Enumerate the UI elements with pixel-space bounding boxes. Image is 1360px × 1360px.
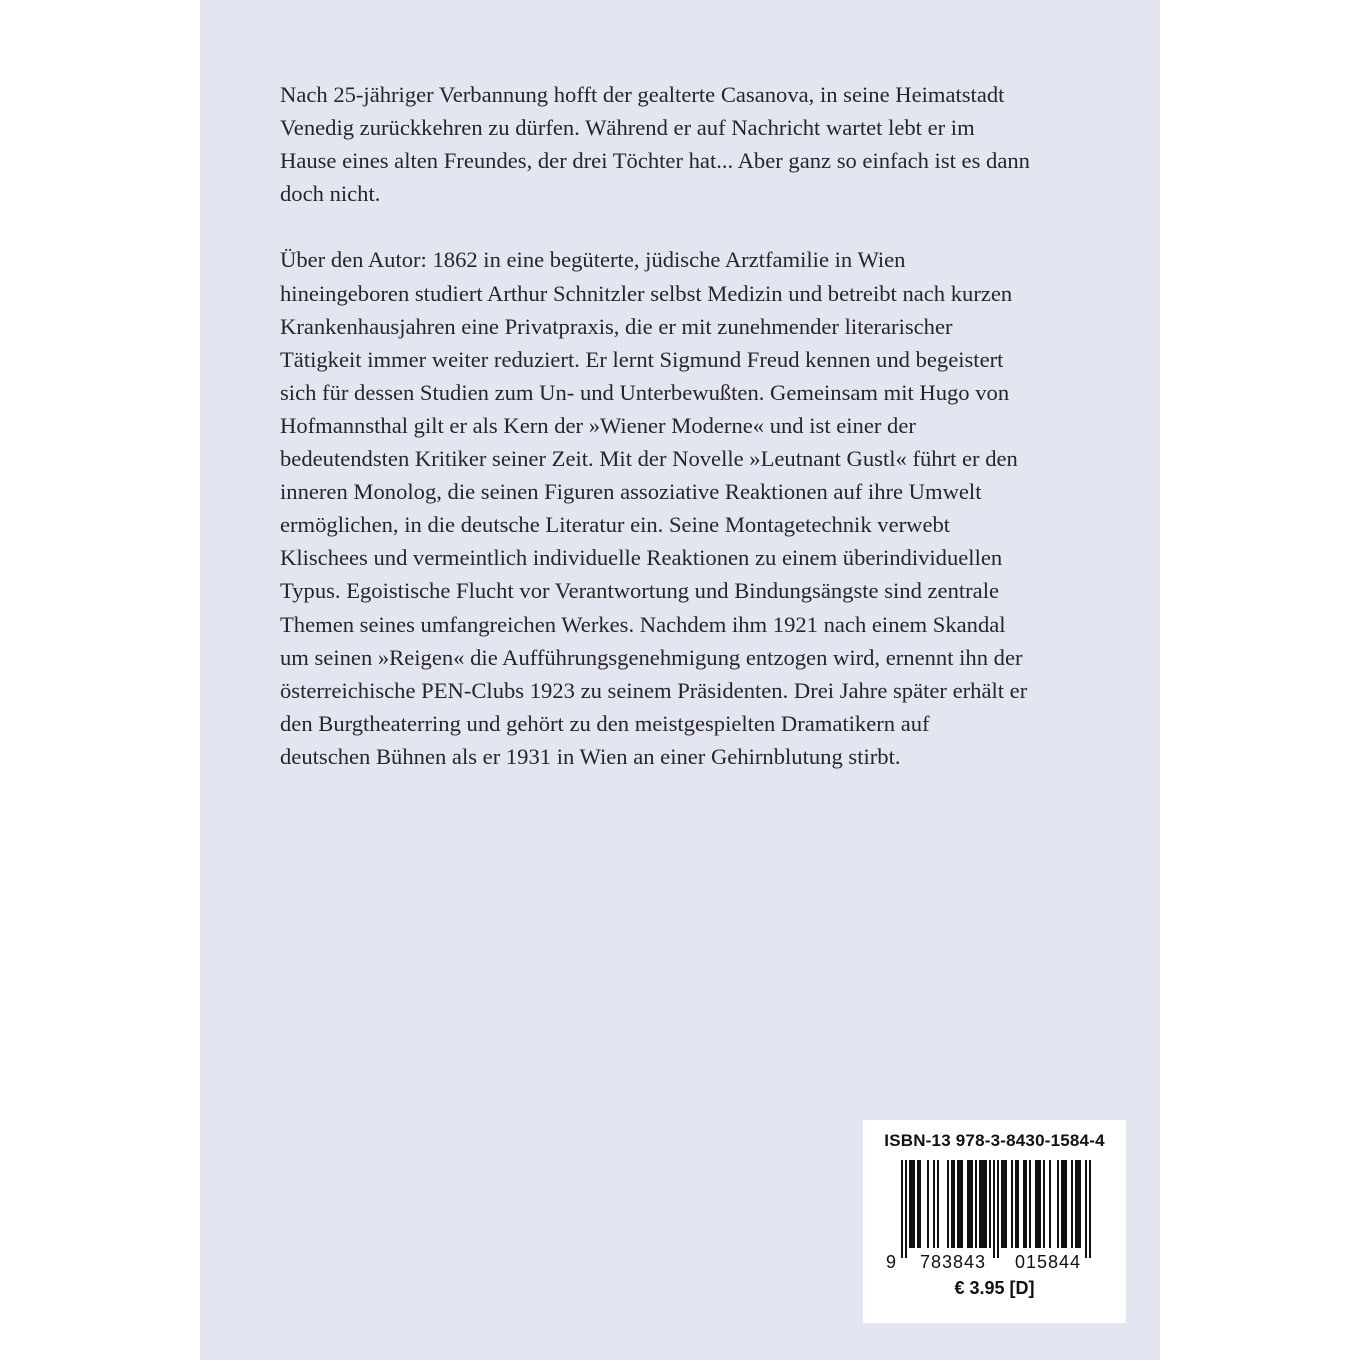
barcode-bar	[1017, 1160, 1019, 1248]
barcode-bar	[1015, 1160, 1017, 1248]
barcode-bar	[927, 1160, 929, 1248]
barcode-bar	[1011, 1160, 1013, 1248]
barcode-bar	[985, 1160, 987, 1248]
description-line: Nach 25-jähriger Verbannung hofft der gealterte Casanova, in seine Heimatstadt	[280, 82, 1005, 107]
barcode-bar	[1035, 1160, 1037, 1248]
cover-text	[280, 78, 1090, 773]
barcode-guard-bar	[993, 1160, 995, 1258]
barcode-left-digits: 783843	[919, 1252, 987, 1272]
barcode-bar	[1049, 1160, 1051, 1248]
description-paragraph	[280, 78, 1090, 210]
barcode-bar	[969, 1160, 971, 1248]
barcode-bar	[971, 1160, 973, 1248]
barcode-label	[863, 1120, 1126, 1323]
author-line: Typus. Egoistische Flucht vor Verantwortung und Bindungsängste sind zentrale	[280, 578, 1000, 604]
barcode-bar	[1039, 1160, 1041, 1248]
barcode-bar	[959, 1160, 961, 1248]
barcode-bar	[1023, 1160, 1025, 1248]
author-line: hineingeboren studiert Arthur Schnitzler selbst Medizin und betreibt nach kurzen	[280, 280, 1013, 306]
barcode-bar	[1025, 1160, 1027, 1248]
barcode-bar	[947, 1160, 949, 1248]
author-line: sich für dessen Studien zum Un- und Unterbewußten. Gemeinsam mit Hugo von	[280, 379, 1010, 405]
barcode-bar	[913, 1160, 915, 1248]
author-line: deutschen Bühnen als er 1931 in Wien an einer Gehirnblutung stirbt.	[280, 743, 901, 769]
author-line: Tätigkeit immer weiter reduziert. Er lernt Sigmund Freud kennen und begeistert	[280, 346, 1004, 372]
author-line: Über den Autor: 1862 in eine begüterte, jüdische Arztfamilie in Wien	[280, 247, 906, 273]
barcode-bar	[911, 1160, 913, 1248]
barcode-bar	[975, 1160, 977, 1248]
author-line: ermöglichen, in die deutsche Literatur ein. Seine Montagetechnik verwebt	[280, 512, 951, 538]
barcode-bar	[917, 1160, 919, 1248]
barcode-bar	[1063, 1160, 1065, 1248]
author-line: Krankenhausjahren eine Privatpraxis, die er mit zunehmender literarischer	[280, 313, 953, 339]
author-line: österreichische PEN-Clubs 1923 zu seinem Präsidenten. Drei Jahre später erhält er	[280, 677, 1028, 703]
barcode-bar	[1061, 1160, 1063, 1248]
barcode-bar	[1079, 1160, 1081, 1248]
barcode-image	[863, 1160, 1126, 1272]
barcode-bar	[957, 1160, 959, 1248]
author-paragraph	[280, 243, 1090, 773]
author-line: Hofmannsthal gilt er als Kern der »Wiener Moderne« und ist einer der	[280, 412, 916, 438]
author-line: Themen seines umfangreichen Werkes. Nachdem ihm 1921 nach einem Skandal	[280, 611, 1006, 637]
barcode-bar	[1001, 1160, 1003, 1248]
author-line: bedeutendsten Kritiker seiner Zeit. Mit der Novelle »Leutnant Gustl« führt er den	[280, 446, 1018, 472]
barcode-guard-bar	[901, 1160, 903, 1258]
barcode-bar	[961, 1160, 963, 1248]
barcode-bar	[909, 1160, 911, 1248]
barcode-guard-bar	[1085, 1160, 1087, 1258]
barcode-bar	[979, 1160, 981, 1248]
barcode-bar	[1003, 1160, 1005, 1248]
price-label: € 3.95 [D]	[954, 1278, 1035, 1298]
barcode-bar	[937, 1160, 939, 1248]
barcode-bar	[981, 1160, 983, 1248]
barcode-right-digits: 015844	[1014, 1252, 1082, 1272]
barcode-bar	[1037, 1160, 1039, 1248]
description-line: Hause eines alten Freundes, der drei Töchter hat... Aber ganz so einfach ist es dann	[280, 148, 1030, 174]
barcode-guard-bar	[1089, 1160, 1091, 1258]
barcode-bar	[1077, 1160, 1079, 1248]
barcode-guard-bar	[997, 1160, 999, 1258]
description-line: Venedig zurückkehren zu dürfen. Während er auf Nachricht wartet lebt er im	[280, 115, 975, 141]
barcode-bar	[1005, 1160, 1007, 1248]
barcode-bar	[983, 1160, 985, 1248]
barcode-bar	[967, 1160, 969, 1248]
barcode-bar	[953, 1160, 955, 1248]
isbn-number: ISBN-13 978-3-8430-1584-4	[884, 1131, 1105, 1150]
barcode-bars	[901, 1160, 1091, 1258]
author-line: den Burgtheaterring und gehört zu den meistgespielten Dramatikern auf	[280, 710, 930, 736]
barcode-bar	[1075, 1160, 1077, 1248]
barcode-guard-bar	[905, 1160, 907, 1258]
barcode-bar	[989, 1160, 991, 1248]
barcode-bar	[1029, 1160, 1031, 1248]
author-line: um seinen »Reigen« die Aufführungsgenehmigung entzogen wird, ernennt ihn der	[280, 644, 1023, 670]
barcode-bar	[1065, 1160, 1067, 1248]
barcode-first-digit: 9	[885, 1252, 897, 1272]
barcode-bar	[933, 1160, 935, 1248]
barcode-bar	[1057, 1160, 1059, 1248]
barcode-bar	[951, 1160, 953, 1248]
author-line: Klischees und vermeintlich individuelle Reaktionen zu einem überindividuellen	[280, 545, 1003, 571]
description-line: doch nicht.	[280, 181, 381, 207]
barcode-bar	[1071, 1160, 1073, 1248]
barcode-bar	[1043, 1160, 1045, 1248]
barcode-bar	[919, 1160, 921, 1248]
author-line: inneren Monolog, die seinen Figuren assoziative Reaktionen auf ihre Umwelt	[280, 479, 982, 505]
